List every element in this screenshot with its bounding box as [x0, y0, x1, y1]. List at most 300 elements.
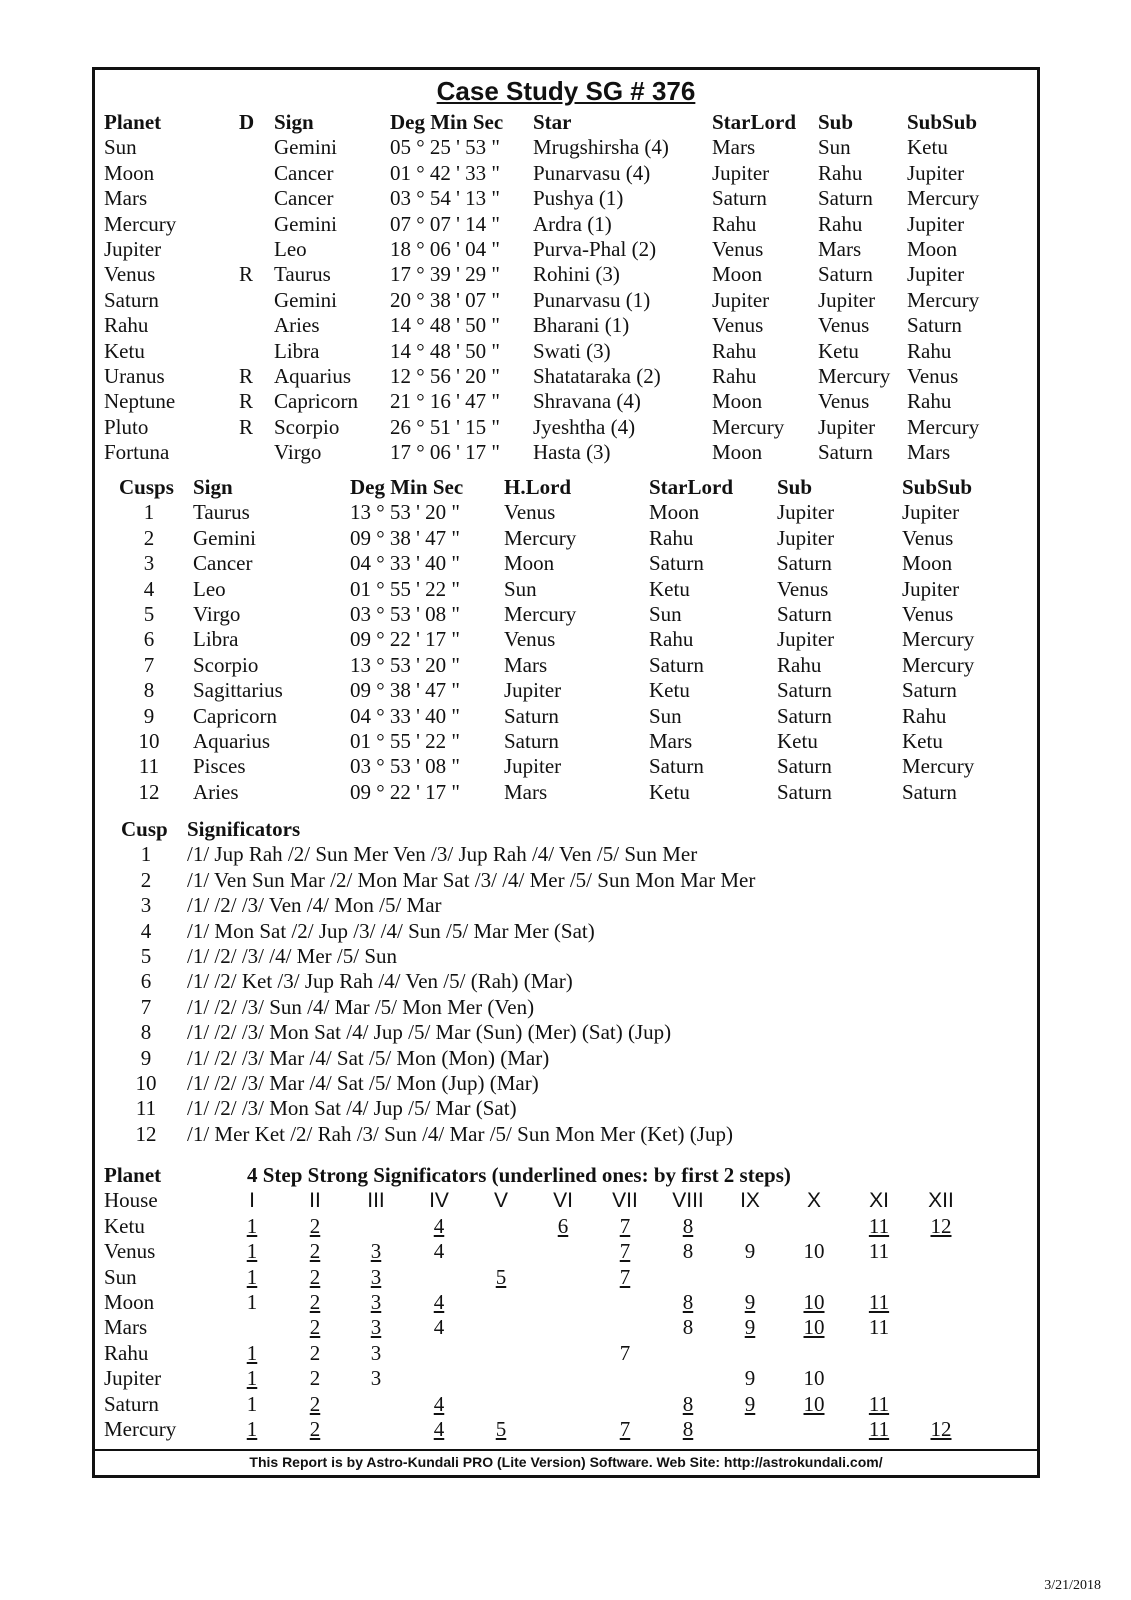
planets-cell: Mrugshirsha (4): [533, 135, 669, 160]
planets-cell: Venus: [712, 236, 764, 261]
significator-underlined: 11: [868, 1213, 890, 1238]
planet-name: Venus: [104, 1239, 156, 1264]
cusps-cell: Scorpio: [193, 652, 259, 677]
significator-underlined: 11: [868, 1289, 890, 1314]
planets-cell: Jupiter: [712, 287, 770, 312]
significator-underlined: 4: [433, 1213, 445, 1238]
planets-cell: Purva-Phal (2): [533, 236, 657, 261]
planets-cell: Gemini: [274, 287, 337, 312]
cusp-number: 9: [143, 703, 155, 728]
significator: 8: [682, 1315, 694, 1340]
cusps-header-cell: Sign: [193, 475, 233, 499]
cusps-cell: Moon: [649, 500, 700, 525]
planets-cell: Cancer: [274, 160, 334, 185]
cusps-cell: 03 ° 53 ' 08 ": [350, 601, 461, 626]
cusp-number: 11: [138, 754, 160, 779]
strong-significators-table: [104, 1163, 1034, 1442]
cusp-number: 1: [140, 842, 152, 867]
cusp-number: 9: [140, 1045, 152, 1070]
significator-underlined: 2: [309, 1315, 321, 1340]
planets-cell: Jupiter: [104, 236, 162, 261]
significators-row: [104, 1020, 1034, 1045]
planets-cell: Venus: [104, 262, 156, 287]
cusps-cell: Saturn: [902, 779, 957, 804]
planets-cell: Rahu: [818, 160, 863, 185]
cusp-number: 10: [135, 1070, 157, 1095]
strong-row: [104, 1290, 1034, 1315]
planets-cell: Jupiter: [818, 414, 876, 439]
significator: 3: [370, 1366, 382, 1391]
significators-row: [104, 969, 1034, 994]
cusps-cell: Venus: [504, 500, 556, 525]
significator: 9: [744, 1366, 756, 1391]
planets-cell: Rahu: [712, 338, 757, 363]
planets-row: [104, 415, 1034, 440]
planets-cell: Ketu: [104, 338, 145, 363]
significator-underlined: 11: [868, 1391, 890, 1416]
planets-row: [104, 212, 1034, 237]
planets-header-cell: StarLord: [712, 110, 796, 134]
planets-row: [104, 364, 1034, 389]
planets-row: [104, 339, 1034, 364]
strong-row: [104, 1315, 1034, 1340]
significator-underlined: 8: [682, 1416, 694, 1441]
planet-name: Mercury: [104, 1416, 177, 1441]
planets-cell: Saturn: [818, 440, 873, 465]
cusps-header-cell: Sub: [777, 475, 813, 499]
planets-cell: Punarvasu (1): [533, 287, 651, 312]
cusps-cell: 09 ° 22 ' 17 ": [350, 779, 461, 804]
cusps-cell: Pisces: [193, 754, 246, 779]
significator-underlined: 10: [803, 1289, 825, 1314]
planets-cell: Gemini: [274, 135, 337, 160]
planets-cell: 03 ° 54 ' 13 ": [390, 186, 501, 211]
planets-table: [104, 110, 1034, 465]
planets-cell: Venus: [712, 313, 764, 338]
cusps-row: [104, 704, 1034, 729]
cusps-cell: Capricorn: [193, 703, 277, 728]
planets-cell: 05 ° 25 ' 53 ": [390, 135, 501, 160]
significator-underlined: 4: [433, 1289, 445, 1314]
significator-underlined: 9: [744, 1315, 756, 1340]
significator-underlined: 7: [619, 1239, 631, 1264]
cusps-cell: Saturn: [649, 754, 704, 779]
planet-name: Rahu: [104, 1340, 149, 1365]
planets-row: [104, 440, 1034, 465]
cusps-row: [104, 678, 1034, 703]
significators-cell: /1/ /2/ /3/ Sun /4/ Mar /5/ Mon Mer (Ven): [187, 994, 535, 1019]
cusps-cell: Mercury: [504, 525, 577, 550]
significator-underlined: 3: [370, 1315, 382, 1340]
significator: 2: [309, 1366, 321, 1391]
significator-underlined: 1: [246, 1366, 258, 1391]
cusps-row: [104, 754, 1034, 779]
cusps-row: [104, 577, 1034, 602]
cusps-cell: Jupiter: [902, 576, 960, 601]
planets-row: [104, 262, 1034, 287]
planets-row: [104, 288, 1034, 313]
planet-name: Moon: [104, 1289, 155, 1314]
planets-row: [104, 313, 1034, 338]
cusps-row: [104, 602, 1034, 627]
cusps-cell: Jupiter: [777, 500, 835, 525]
cusp-number: 6: [143, 627, 155, 652]
cusps-header-cell: StarLord: [649, 475, 733, 499]
cusps-header-cell: Deg Min Sec: [350, 475, 464, 499]
planets-cell: Mars: [818, 236, 862, 261]
cusp-number: 8: [143, 678, 155, 703]
cusps-cell: Aquarius: [193, 728, 270, 753]
significator-underlined: 8: [682, 1289, 694, 1314]
significator-underlined: 3: [370, 1289, 382, 1314]
planets-cell: Mercury: [907, 186, 980, 211]
planets-cell: Jyeshtha (4): [533, 414, 636, 439]
cusps-cell: Virgo: [193, 601, 241, 626]
significator-underlined: 2: [309, 1416, 321, 1441]
planets-cell: Shravana (4): [533, 389, 641, 414]
page-title: Case Study SG # 376: [436, 76, 696, 106]
cusp-number: 7: [143, 652, 155, 677]
cusps-cell: Rahu: [777, 652, 822, 677]
significator: 3: [370, 1340, 382, 1365]
planets-header-cell: Sub: [818, 110, 854, 134]
planets-cell: Saturn: [104, 287, 159, 312]
house-numeral: V: [493, 1189, 508, 1213]
significator-underlined: 1: [246, 1340, 258, 1365]
significators-row: [104, 842, 1034, 867]
print-date: 3/21/2018: [1044, 1578, 1101, 1593]
planets-cell: Mars: [104, 186, 148, 211]
planets-cell: Rahu: [712, 211, 757, 236]
cusp-number: 8: [140, 1020, 152, 1045]
cusps-header-cell: Cusps: [119, 475, 174, 499]
significator-underlined: 4: [433, 1391, 445, 1416]
planet-name: Jupiter: [104, 1366, 162, 1391]
significator-underlined: 5: [495, 1264, 507, 1289]
significator: 4: [433, 1315, 445, 1340]
cusps-cell: Rahu: [649, 525, 694, 550]
significator-underlined: 12: [930, 1416, 952, 1441]
significator-underlined: 9: [744, 1289, 756, 1314]
significator-underlined: 2: [309, 1213, 321, 1238]
cusps-cell: Saturn: [777, 703, 832, 728]
cusps-cell: Sun: [649, 601, 682, 626]
cusp-number: 5: [140, 943, 152, 968]
significator-underlined: 10: [803, 1391, 825, 1416]
planets-cell: Rahu: [712, 363, 757, 388]
significators-cell: /1/ /2/ /3/ Mon Sat /4/ Jup /5/ Mar (Sat): [187, 1096, 517, 1121]
planets-cell: 18 ° 06 ' 04 ": [390, 236, 501, 261]
significator: 9: [744, 1239, 756, 1264]
planets-cell: Moon: [907, 236, 958, 261]
significators-cell: /1/ /2/ /3/ Mar /4/ Sat /5/ Mon (Mon) (Mar): [187, 1045, 550, 1070]
planets-cell: 14 ° 48 ' 50 ": [390, 338, 501, 363]
significator-underlined: 11: [868, 1416, 890, 1441]
house-numeral: VII: [612, 1189, 638, 1213]
planets-cell: Moon: [104, 160, 155, 185]
cusps-cell: Rahu: [649, 627, 694, 652]
cusps-cell: Jupiter: [777, 525, 835, 550]
cusp-number: 5: [143, 601, 155, 626]
planets-cell: 12 ° 56 ' 20 ": [390, 363, 501, 388]
planets-cell: Saturn: [907, 313, 962, 338]
house-numeral: II: [309, 1189, 321, 1213]
house-numeral: XI: [869, 1189, 889, 1213]
cusps-cell: Jupiter: [777, 627, 835, 652]
planets-cell: Ketu: [818, 338, 859, 363]
planets-cell: Venus: [818, 313, 870, 338]
planets-header-row: [104, 110, 1034, 135]
strong-header-row: [104, 1163, 1034, 1188]
significators-cell: /1/ Jup Rah /2/ Sun Mer Ven /3/ Jup Rah /4/ Ven /5/ Sun Mer: [187, 842, 698, 867]
strong-row: [104, 1239, 1034, 1264]
cusps-cell: Jupiter: [504, 678, 562, 703]
significator: 10: [803, 1366, 825, 1391]
planets-row: [104, 186, 1034, 211]
significators-header-row: [104, 817, 1034, 842]
cusps-cell: Gemini: [193, 525, 256, 550]
cusps-cell: Sun: [504, 576, 537, 601]
house-row: [104, 1188, 1034, 1213]
significators-cell: /1/ Mer Ket /2/ Rah /3/ Sun /4/ Mar /5/ Sun Mon Mer (Ket) (Jup): [187, 1121, 733, 1146]
cusps-row: [104, 729, 1034, 754]
significator-underlined: 10: [803, 1315, 825, 1340]
planets-cell: Ardra (1): [533, 211, 612, 236]
planets-cell: Rohini (3): [533, 262, 620, 287]
cusp-number: 11: [135, 1096, 157, 1121]
significator-underlined: 1: [246, 1264, 258, 1289]
house-numeral: III: [367, 1189, 385, 1213]
cusps-cell: Ketu: [649, 779, 690, 804]
significator-underlined: 12: [930, 1213, 952, 1238]
cusps-header-cell: H.Lord: [504, 475, 572, 499]
house-numeral: VI: [553, 1189, 573, 1213]
strong-row: [104, 1265, 1034, 1290]
cusps-cell: Saturn: [777, 779, 832, 804]
report-footer: This Report is by Astro-Kundali PRO (Lite Version) Software. Web Site: http://astrokundali.com/: [95, 1449, 1037, 1475]
strong-row: [104, 1341, 1034, 1366]
planets-cell: Aries: [274, 313, 320, 338]
planets-cell: Scorpio: [274, 414, 340, 439]
cusp-number: 2: [140, 867, 152, 892]
cusps-row: [104, 653, 1034, 678]
planets-cell: Bharani (1): [533, 313, 630, 338]
planets-row: [104, 389, 1034, 414]
cusps-cell: 04 ° 33 ' 40 ": [350, 551, 461, 576]
cusps-cell: Ketu: [902, 728, 943, 753]
cusps-cell: Ketu: [649, 678, 690, 703]
significator-underlined: 6: [557, 1213, 569, 1238]
strong-title: 4 Step Strong Significators (underlined ones: by first 2 steps): [247, 1163, 791, 1187]
planets-cell: Neptune: [104, 389, 176, 414]
house-numeral: XII: [928, 1189, 954, 1213]
planets-cell: Moon: [712, 262, 763, 287]
cusps-cell: Mars: [649, 728, 693, 753]
planets-cell: 01 ° 42 ' 33 ": [390, 160, 501, 185]
planets-cell: Jupiter: [907, 160, 965, 185]
planets-cell: Venus: [818, 389, 870, 414]
significator: 11: [868, 1239, 890, 1264]
cusp-number: 12: [138, 779, 160, 804]
planets-cell: 17 ° 39 ' 29 ": [390, 262, 501, 287]
significator: 10: [803, 1239, 825, 1264]
planets-header-cell: Planet: [104, 110, 162, 134]
significators-header-cell: Cusp: [121, 817, 168, 841]
significator-underlined: 2: [309, 1239, 321, 1264]
significators-cell: /1/ /2/ /3/ Mar /4/ Sat /5/ Mon (Jup) (Mar): [187, 1070, 539, 1095]
planets-row: [104, 161, 1034, 186]
significator-underlined: 2: [309, 1289, 321, 1314]
significators-row: [104, 1071, 1034, 1096]
significator-underlined: 7: [619, 1213, 631, 1238]
planets-cell: Virgo: [274, 440, 322, 465]
cusps-cell: Mercury: [902, 754, 975, 779]
significators-row: [104, 893, 1034, 918]
cusp-number: 3: [143, 551, 155, 576]
cusps-cell: 03 ° 53 ' 08 ": [350, 754, 461, 779]
planet-name: Sun: [104, 1264, 137, 1289]
planets-row: [104, 237, 1034, 262]
planets-cell: Rahu: [907, 338, 952, 363]
planets-cell: Ketu: [907, 135, 948, 160]
significators-row: [104, 868, 1034, 893]
cusps-cell: Aries: [193, 779, 239, 804]
significator-underlined: 5: [495, 1416, 507, 1441]
planets-cell: Mercury: [104, 211, 177, 236]
cusps-cell: 09 ° 38 ' 47 ": [350, 678, 461, 703]
significator-underlined: 1: [246, 1213, 258, 1238]
cusps-row: [104, 627, 1034, 652]
planets-cell: Mercury: [907, 414, 980, 439]
significators-cell: /1/ /2/ Ket /3/ Jup Rah /4/ Ven /5/ (Rah) (Mar): [187, 969, 573, 994]
significator-underlined: 4: [433, 1416, 445, 1441]
planets-cell: 07 ° 07 ' 14 ": [390, 211, 501, 236]
cusps-cell: 01 ° 55 ' 22 ": [350, 576, 461, 601]
cusps-cell: 13 ° 53 ' 20 ": [350, 652, 461, 677]
significators-cell: /1/ Mon Sat /2/ Jup /3/ /4/ Sun /5/ Mar Mer (Sat): [187, 918, 595, 943]
planets-cell: R: [239, 262, 254, 287]
planets-row: [104, 135, 1034, 160]
strong-row: [104, 1366, 1034, 1391]
planets-cell: Pushya (1): [533, 186, 624, 211]
cusp-number: 6: [140, 969, 152, 994]
house-numeral: IX: [740, 1189, 760, 1213]
planets-cell: Gemini: [274, 211, 337, 236]
significators-cell: /1/ /2/ /3/ Ven /4/ Mon /5/ Mar: [187, 893, 442, 918]
significators-cell: /1/ Ven Sun Mar /2/ Mon Mar Sat /3/ /4/ Mer /5/ Sun Mon Mar Mer: [187, 867, 756, 892]
planets-cell: Sun: [104, 135, 137, 160]
strong-row: [104, 1214, 1034, 1239]
significator-underlined: 3: [370, 1239, 382, 1264]
planets-cell: Saturn: [818, 262, 873, 287]
cusps-cell: Saturn: [504, 728, 559, 753]
significator-underlined: 2: [309, 1264, 321, 1289]
cusps-cell: Mars: [504, 652, 548, 677]
cusp-number: 1: [143, 500, 155, 525]
significator-underlined: 7: [619, 1416, 631, 1441]
cusps-header-cell: SubSub: [902, 475, 973, 499]
planets-cell: Uranus: [104, 363, 165, 388]
cusp-number: 10: [138, 728, 160, 753]
significators-row: [104, 995, 1034, 1020]
cusps-cell: Moon: [902, 551, 953, 576]
planets-cell: Mars: [712, 135, 756, 160]
cusps-cell: 09 ° 22 ' 17 ": [350, 627, 461, 652]
planets-cell: Saturn: [818, 186, 873, 211]
cusp-number: 4: [143, 576, 155, 601]
planets-cell: R: [239, 389, 254, 414]
cusps-cell: Saturn: [504, 703, 559, 728]
cusp-number: 12: [135, 1121, 157, 1146]
cusps-row: [104, 780, 1034, 805]
cusps-cell: Saturn: [777, 601, 832, 626]
planets-cell: Jupiter: [712, 160, 770, 185]
cusps-cell: 01 ° 55 ' 22 ": [350, 728, 461, 753]
cusps-cell: Venus: [777, 576, 829, 601]
planets-cell: R: [239, 363, 254, 388]
significator-underlined: 7: [619, 1264, 631, 1289]
planets-cell: Rahu: [104, 313, 149, 338]
cusps-cell: Saturn: [902, 678, 957, 703]
planets-cell: 17 ° 06 ' 17 ": [390, 440, 501, 465]
significators-cell: /1/ /2/ /3/ /4/ Mer /5/ Sun: [187, 943, 398, 968]
significators-row: [104, 944, 1034, 969]
significators-cell: /1/ /2/ /3/ Mon Sat /4/ Jup /5/ Mar (Sun) (Mer) (Sat) (Jup): [187, 1020, 672, 1045]
significator: 4: [433, 1239, 445, 1264]
significator-underlined: 8: [682, 1213, 694, 1238]
planets-cell: Rahu: [818, 211, 863, 236]
cusps-cell: Mars: [504, 779, 548, 804]
planets-header-cell: D: [239, 110, 255, 134]
planets-cell: R: [239, 414, 254, 439]
planets-cell: Jupiter: [907, 211, 965, 236]
planets-cell: Venus: [907, 363, 959, 388]
planets-cell: Taurus: [274, 262, 331, 287]
planets-cell: Hasta (3): [533, 440, 611, 465]
cusps-cell: Venus: [902, 525, 954, 550]
planet-name: Ketu: [104, 1213, 145, 1238]
cusps-table: [104, 475, 1034, 805]
significators-row: [104, 1122, 1034, 1147]
cusp-number: 4: [140, 918, 152, 943]
planets-cell: Swati (3): [533, 338, 611, 363]
cusp-number: 3: [140, 893, 152, 918]
planets-cell: Moon: [712, 440, 763, 465]
cusps-row: [104, 500, 1034, 525]
cusps-cell: Jupiter: [504, 754, 562, 779]
cusps-cell: Libra: [193, 627, 239, 652]
cusps-row: [104, 551, 1034, 576]
cusps-cell: Leo: [193, 576, 226, 601]
planets-cell: Mercury: [907, 287, 980, 312]
cusps-cell: 09 ° 38 ' 47 ": [350, 525, 461, 550]
planets-cell: 21 ° 16 ' 47 ": [390, 389, 501, 414]
significator-underlined: 8: [682, 1391, 694, 1416]
significator: 2: [309, 1340, 321, 1365]
significators-row: [104, 919, 1034, 944]
significator: 1: [246, 1391, 258, 1416]
cusps-cell: Ketu: [777, 728, 818, 753]
planets-cell: Jupiter: [907, 262, 965, 287]
significator: 11: [868, 1315, 890, 1340]
planet-name: Mars: [104, 1315, 148, 1340]
cusps-cell: Venus: [902, 601, 954, 626]
planets-cell: Mercury: [818, 363, 891, 388]
planets-header-cell: Sign: [274, 110, 314, 134]
significator-underlined: 9: [744, 1391, 756, 1416]
cusps-header-row: [104, 475, 1034, 500]
cusps-cell: Mercury: [902, 652, 975, 677]
